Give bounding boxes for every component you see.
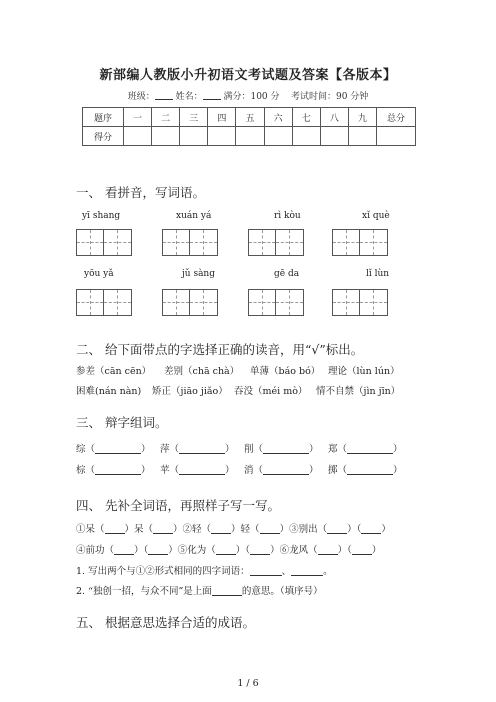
text: ）（ <box>337 545 352 556</box>
blank-line[interactable] <box>260 524 280 534</box>
pinyin-label: xuán yá <box>176 211 212 221</box>
pinyin-label: yōu yǎ <box>84 269 114 279</box>
paren: ） <box>309 444 319 455</box>
text: ）（ <box>347 524 362 535</box>
writing-grid[interactable] <box>76 289 132 316</box>
text: 。 <box>323 566 333 577</box>
page-number: 1 / 6 <box>237 678 259 689</box>
word-blank[interactable] <box>160 441 235 455</box>
text: ）（ <box>235 545 251 556</box>
section-4-heading: 四、 先补全词语，再照样子写一写。 <box>76 498 280 513</box>
char: 郑（ <box>328 444 348 455</box>
char: 掷（ <box>328 465 348 476</box>
paren: ） <box>225 444 235 455</box>
score-cell[interactable] <box>236 127 264 146</box>
score-table-score-row <box>83 127 416 146</box>
reading-option[interactable]: 理论（lùn lún） <box>328 366 400 377</box>
pinyin-label: xǐ què <box>362 211 390 221</box>
writing-grid[interactable] <box>76 229 132 256</box>
page-title: 新部编人教版小升初语文考试题及答案【各版本】 <box>99 68 397 83</box>
text: ①呆（ <box>76 524 105 535</box>
blank-line[interactable] <box>250 566 282 576</box>
text: ④前功（ <box>76 545 115 556</box>
blank-line[interactable] <box>95 444 141 454</box>
text: ）⑤化为（ <box>168 545 216 556</box>
writing-grid[interactable] <box>162 289 218 316</box>
blank-line[interactable] <box>347 444 393 454</box>
word-blank[interactable] <box>76 441 151 455</box>
writing-grid[interactable] <box>162 229 218 256</box>
blank-line[interactable] <box>347 465 393 475</box>
text: ）⑥龙风（ <box>270 545 318 556</box>
blank-line[interactable] <box>263 444 309 454</box>
question-text: 2. “独创一招，与众不同”是上面 <box>76 586 212 597</box>
text: ）呆（ <box>124 524 154 535</box>
score-cell[interactable] <box>377 127 416 146</box>
reading-option[interactable]: 情不自禁（jìn jīn） <box>316 386 401 397</box>
blank-line[interactable] <box>216 545 236 555</box>
writing-grid[interactable] <box>248 229 304 256</box>
pinyin-label: gē da <box>274 269 300 279</box>
class-blank <box>155 91 173 100</box>
char: 萍（ <box>160 444 180 455</box>
char: 综（ <box>76 444 96 455</box>
text: ）③别出（ <box>279 524 328 535</box>
blank-line[interactable] <box>318 545 338 555</box>
question-1 <box>76 563 333 577</box>
score-cell[interactable] <box>292 127 320 146</box>
table-cell: 得分 <box>83 127 124 146</box>
word-blank[interactable] <box>244 441 319 455</box>
blank-line[interactable] <box>179 465 225 475</box>
blank-line[interactable] <box>361 524 381 534</box>
blank-line[interactable] <box>263 465 309 475</box>
name-blank <box>203 91 221 100</box>
pinyin-label: rì kòu <box>274 211 301 221</box>
table-cell: 八 <box>320 108 348 127</box>
paren: ） <box>393 465 403 476</box>
writing-grid[interactable] <box>248 289 304 316</box>
pinyin-label: yī shang <box>82 211 121 221</box>
score-table <box>82 107 416 146</box>
reading-option[interactable]: 差别（chā chà） <box>164 366 240 377</box>
table-cell: 六 <box>264 108 292 127</box>
name-label: 姓名： <box>175 92 203 102</box>
word-blank[interactable] <box>328 462 403 476</box>
reading-option[interactable]: 参差（cān cēn） <box>76 366 152 377</box>
question-text: 1. 写出两个与①②形式相同的四字词语： <box>76 566 250 577</box>
table-cell: 一 <box>124 108 152 127</box>
table-cell: 五 <box>236 108 264 127</box>
idiom-line <box>76 542 381 556</box>
reading-option[interactable]: 吞没（méi mò） <box>234 386 308 397</box>
idiom-line <box>76 521 391 535</box>
paren: ） <box>141 465 151 476</box>
char: 消（ <box>244 465 264 476</box>
full-score: 满分：100 分 <box>223 92 280 102</box>
pinyin-label: lǐ lùn <box>366 269 390 279</box>
section-1-heading: 一、 看拼音，写词语。 <box>76 185 205 200</box>
blank-line[interactable] <box>95 465 141 475</box>
paren: ） <box>393 444 403 455</box>
score-cell[interactable] <box>320 127 348 146</box>
blank-line[interactable] <box>105 524 125 534</box>
text: 、 <box>281 566 292 577</box>
section-3-heading: 三、 辩字组词。 <box>76 415 168 430</box>
blank-line[interactable] <box>212 586 242 596</box>
score-cell[interactable] <box>348 127 376 146</box>
question-2 <box>76 583 323 597</box>
text: ）轻（ <box>231 524 260 535</box>
blank-line[interactable] <box>153 524 173 534</box>
text: ） <box>381 524 391 535</box>
blank-line[interactable] <box>211 524 231 534</box>
table-cell: 四 <box>208 108 236 127</box>
blank-line[interactable] <box>352 545 372 555</box>
text: ）②轻（ <box>173 524 212 535</box>
score-cell[interactable] <box>180 127 208 146</box>
exam-time: 考试时间：90 分钟 <box>290 92 369 102</box>
text: ） <box>371 545 382 556</box>
blank-line[interactable] <box>114 545 134 555</box>
score-cell[interactable] <box>208 127 236 146</box>
writing-grid[interactable] <box>332 289 388 316</box>
word-blank[interactable] <box>244 462 319 476</box>
blank-line[interactable] <box>179 444 225 454</box>
table-cell: 七 <box>292 108 320 127</box>
pinyin-label: jǔ sàng <box>182 269 215 279</box>
reading-option[interactable]: 矫正（jiāo jiǎo） <box>152 386 228 397</box>
text: ）（ <box>134 545 149 556</box>
blank-line[interactable] <box>327 524 347 534</box>
table-cell: 二 <box>152 108 180 127</box>
char: 削（ <box>244 444 264 455</box>
word-blank[interactable] <box>328 441 403 455</box>
score-cell[interactable] <box>152 127 180 146</box>
char: 苹（ <box>160 465 180 476</box>
reading-option[interactable]: 困难(nán nàn) <box>76 386 142 397</box>
class-label: 班级： <box>127 92 155 102</box>
writing-grid[interactable] <box>332 229 388 256</box>
reading-option[interactable]: 单薄（báo bó） <box>250 366 321 377</box>
table-cell: 题序 <box>83 108 124 127</box>
score-cell[interactable] <box>264 127 292 146</box>
table-cell: 九 <box>348 108 376 127</box>
question-text: 的意思。（填序号） <box>241 586 323 597</box>
score-table-header-row <box>83 108 416 127</box>
table-cell: 三 <box>180 108 208 127</box>
paren: ） <box>141 444 151 455</box>
table-cell: 总分 <box>377 108 416 127</box>
paren: ） <box>225 465 235 476</box>
paren: ） <box>309 465 319 476</box>
word-blank[interactable] <box>76 462 151 476</box>
exam-info <box>0 89 496 102</box>
score-cell[interactable] <box>124 127 152 146</box>
blank-line[interactable] <box>291 566 323 576</box>
blank-line[interactable] <box>250 545 270 555</box>
blank-line[interactable] <box>148 545 168 555</box>
section-5-heading: 五、 根据意思选择合适的成语。 <box>76 615 255 630</box>
word-blank[interactable] <box>160 462 235 476</box>
section-2-heading: 二、 给下面带点的字选择正确的读音，用“√”标出。 <box>76 342 364 357</box>
char: 棕（ <box>76 465 96 476</box>
